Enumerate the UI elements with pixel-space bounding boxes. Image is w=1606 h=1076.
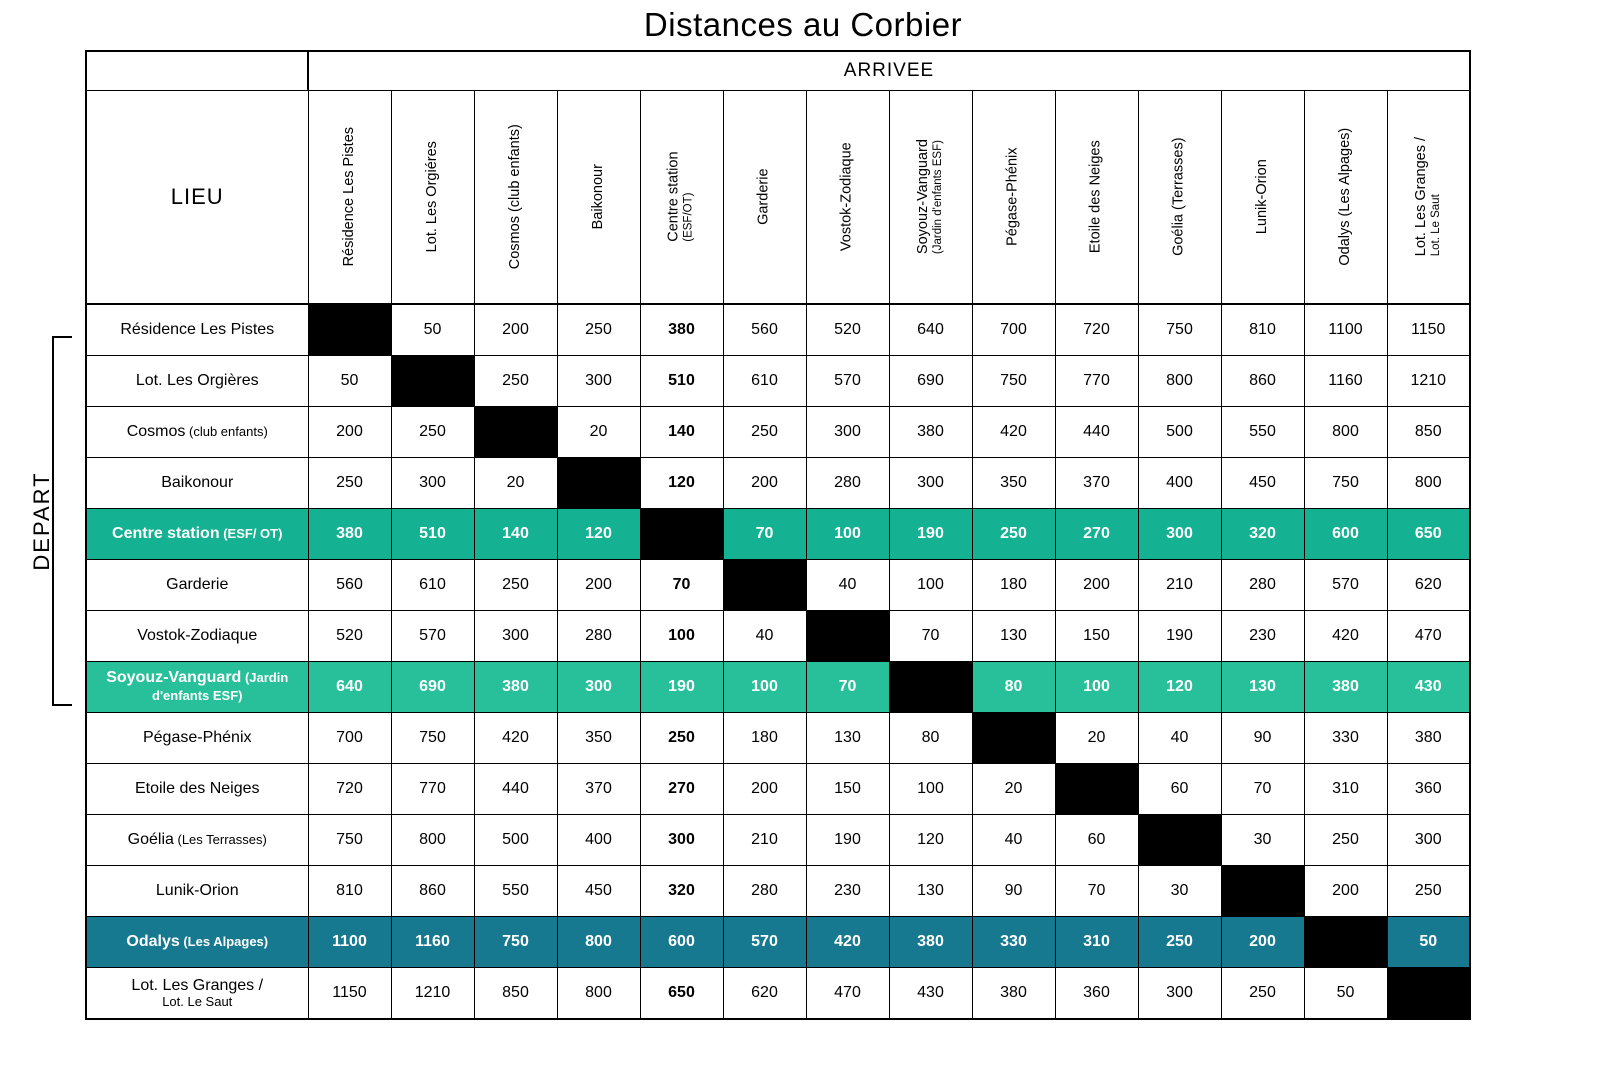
distance-cell: 250	[972, 509, 1055, 560]
distance-cell: 1100	[308, 917, 391, 968]
column-header-label: Baikonour	[589, 164, 606, 230]
distance-cell: 470	[806, 968, 889, 1020]
distance-cell: 180	[972, 560, 1055, 611]
distance-cell: 560	[723, 304, 806, 356]
distance-cell: 140	[640, 407, 723, 458]
column-header-label: Résidence Les Pistes	[340, 127, 357, 267]
distance-cell: 420	[806, 917, 889, 968]
distance-cell: 380	[1304, 662, 1387, 713]
column-header-label: Pégase-Phénix	[1004, 147, 1021, 247]
row-sublabel: (ESF/ OT)	[219, 526, 283, 542]
row-sublabel-2: Lot. Le Saut	[162, 993, 233, 1009]
row-label-12: Odalys (Les Alpages)	[86, 917, 308, 968]
distance-cell: 420	[1304, 611, 1387, 662]
column-header-label: Lunik-Orion	[1253, 159, 1270, 235]
distance-cell: 130	[1221, 662, 1304, 713]
column-header-label: Goélia (Terrasses)	[1170, 137, 1187, 257]
distance-cell: 810	[1221, 304, 1304, 356]
distance-cell: 400	[557, 815, 640, 866]
distance-cell: 380	[972, 968, 1055, 1020]
distance-cell: 370	[1055, 458, 1138, 509]
row-label-6: Vostok-Zodiaque	[86, 611, 308, 662]
row-sublabel: (Les Alpages)	[179, 934, 269, 950]
column-header-sublabel: (ESF/OT)	[683, 192, 696, 243]
distance-cell: 50	[308, 356, 391, 407]
distance-cell: 650	[640, 968, 723, 1020]
distance-cell: 300	[806, 407, 889, 458]
row-label-2: Cosmos (club enfants)	[86, 407, 308, 458]
diagonal-cell	[1055, 764, 1138, 815]
diagonal-cell	[723, 560, 806, 611]
distance-cell: 380	[1387, 713, 1470, 764]
distance-cell: 300	[889, 458, 972, 509]
distance-cell: 510	[640, 356, 723, 407]
lieu-header: LIEU	[86, 91, 308, 305]
distance-cell: 250	[474, 356, 557, 407]
distance-cell: 570	[806, 356, 889, 407]
row-label-7: Soyouz-Vanguard (Jardin d'enfants ESF)	[86, 662, 308, 713]
distance-cell: 280	[806, 458, 889, 509]
distance-cell: 130	[889, 866, 972, 917]
depart-axis-label	[12, 336, 72, 706]
table-row	[86, 458, 1470, 509]
arrivee-banner-row	[86, 51, 1470, 91]
distance-cell: 610	[723, 356, 806, 407]
distance-cell: 750	[474, 917, 557, 968]
distance-cell: 300	[1138, 509, 1221, 560]
distance-cell: 570	[1304, 560, 1387, 611]
distance-matrix-table	[85, 50, 1471, 1020]
distance-cell: 430	[889, 968, 972, 1020]
column-header-label: Odalys (Les Alpages)	[1336, 128, 1353, 266]
table-row	[86, 611, 1470, 662]
distance-cell: 40	[1138, 713, 1221, 764]
distance-cell: 1160	[1304, 356, 1387, 407]
distance-cell: 310	[1055, 917, 1138, 968]
distance-cell: 330	[1304, 713, 1387, 764]
table-row	[86, 407, 1470, 458]
distance-cell: 190	[1138, 611, 1221, 662]
distance-cell: 20	[557, 407, 640, 458]
table-row	[86, 866, 1470, 917]
distance-cell: 750	[1304, 458, 1387, 509]
row-label-4: Centre station (ESF/ OT)	[86, 509, 308, 560]
distance-cell: 50	[391, 304, 474, 356]
distance-cell: 720	[308, 764, 391, 815]
distance-cell: 70	[806, 662, 889, 713]
column-header-sublabel: Lot. Le Saut	[1430, 194, 1443, 257]
distance-cell: 120	[557, 509, 640, 560]
diagonal-cell	[308, 304, 391, 356]
distance-cell: 600	[1304, 509, 1387, 560]
distance-cell: 620	[723, 968, 806, 1020]
diagonal-cell	[1304, 917, 1387, 968]
distance-cell: 800	[557, 917, 640, 968]
distance-cell: 250	[1221, 968, 1304, 1020]
distance-cell: 70	[889, 611, 972, 662]
distance-cell: 190	[640, 662, 723, 713]
distance-cell: 20	[1055, 713, 1138, 764]
distance-cell: 420	[972, 407, 1055, 458]
distance-cell: 440	[1055, 407, 1138, 458]
distance-cell: 860	[391, 866, 474, 917]
distance-cell: 30	[1221, 815, 1304, 866]
distance-cell: 120	[1138, 662, 1221, 713]
distance-cell: 1150	[308, 968, 391, 1020]
distance-cell: 100	[889, 764, 972, 815]
distance-cell: 200	[557, 560, 640, 611]
distance-cell: 370	[557, 764, 640, 815]
column-header-13	[1387, 91, 1470, 305]
distance-cell: 640	[308, 662, 391, 713]
distance-cell: 1160	[391, 917, 474, 968]
distance-cell: 300	[474, 611, 557, 662]
distance-cell: 810	[308, 866, 391, 917]
distance-cell: 360	[1055, 968, 1138, 1020]
row-sublabel: (Les Terrasses)	[173, 832, 267, 848]
column-header-label: Vostok-Zodiaque	[838, 142, 855, 252]
matrix-wrapper	[85, 50, 1606, 1020]
distance-cell: 850	[1387, 407, 1470, 458]
distance-cell: 330	[972, 917, 1055, 968]
distance-cell: 70	[640, 560, 723, 611]
diagonal-cell	[640, 509, 723, 560]
distance-cell: 40	[972, 815, 1055, 866]
distance-cell: 130	[972, 611, 1055, 662]
distance-cell: 120	[889, 815, 972, 866]
distance-cell: 200	[723, 764, 806, 815]
distance-cell: 350	[557, 713, 640, 764]
column-header-label: Garderie	[755, 168, 772, 226]
distance-cell: 250	[557, 304, 640, 356]
distance-cell: 250	[1304, 815, 1387, 866]
diagonal-cell	[1221, 866, 1304, 917]
distance-cell: 520	[308, 611, 391, 662]
distance-cell: 860	[1221, 356, 1304, 407]
column-header-label: Lot. Les Orgiéres	[423, 141, 440, 253]
distance-cell: 200	[1055, 560, 1138, 611]
distance-cell: 450	[1221, 458, 1304, 509]
table-row	[86, 560, 1470, 611]
distance-cell: 70	[723, 509, 806, 560]
distance-cell: 250	[640, 713, 723, 764]
distance-cell: 380	[889, 917, 972, 968]
distance-cell: 280	[723, 866, 806, 917]
distance-cell: 90	[1221, 713, 1304, 764]
distance-cell: 350	[972, 458, 1055, 509]
distance-cell: 300	[1387, 815, 1470, 866]
distance-cell: 80	[889, 713, 972, 764]
distance-cell: 100	[1055, 662, 1138, 713]
distance-cell: 510	[391, 509, 474, 560]
depart-bracket	[52, 336, 72, 706]
distance-cell: 700	[308, 713, 391, 764]
distance-cell: 550	[474, 866, 557, 917]
distance-cell: 640	[889, 304, 972, 356]
row-label-13: Lot. Les Granges / Lot. Le Saut	[86, 968, 308, 1020]
matrix-body	[86, 304, 1470, 1019]
distance-cell: 230	[806, 866, 889, 917]
column-header-label: Etoile des Neiges	[1087, 140, 1104, 254]
distance-cell: 1210	[1387, 356, 1470, 407]
distance-cell: 200	[1304, 866, 1387, 917]
distance-cell: 130	[806, 713, 889, 764]
distance-cell: 100	[806, 509, 889, 560]
distance-cell: 440	[474, 764, 557, 815]
column-header-sublabel: (Jardin d'enfants ESF)	[932, 140, 945, 255]
distance-cell: 320	[1221, 509, 1304, 560]
distance-cell: 600	[640, 917, 723, 968]
distance-cell: 500	[474, 815, 557, 866]
distance-cell: 300	[640, 815, 723, 866]
diagonal-cell	[889, 662, 972, 713]
row-label-1: Lot. Les Orgières	[86, 356, 308, 407]
distance-cell: 380	[889, 407, 972, 458]
distance-cell: 380	[308, 509, 391, 560]
row-sublabel: (Jardin d'enfants ESF)	[152, 670, 289, 703]
distance-cell: 430	[1387, 662, 1470, 713]
distance-cell: 690	[889, 356, 972, 407]
distance-cell: 420	[474, 713, 557, 764]
distance-cell: 250	[1138, 917, 1221, 968]
table-row	[86, 304, 1470, 356]
distance-cell: 100	[889, 560, 972, 611]
distance-cell: 800	[1138, 356, 1221, 407]
distance-cell: 360	[1387, 764, 1470, 815]
column-header-row	[86, 91, 1470, 305]
column-header-label: Centre station (ESF/OT)	[665, 151, 696, 243]
distance-cell: 210	[723, 815, 806, 866]
distance-cell: 20	[474, 458, 557, 509]
distance-cell: 650	[1387, 509, 1470, 560]
distance-cell: 750	[308, 815, 391, 866]
distance-cell: 60	[1138, 764, 1221, 815]
distance-cell: 690	[391, 662, 474, 713]
distance-cell: 70	[1221, 764, 1304, 815]
diagonal-cell	[557, 458, 640, 509]
distance-cell: 20	[972, 764, 1055, 815]
distance-cell: 200	[723, 458, 806, 509]
table-row	[86, 764, 1470, 815]
distance-cell: 1100	[1304, 304, 1387, 356]
corner-blank	[86, 51, 308, 91]
page-title: Distances au Corbier	[643, 6, 963, 43]
distance-cell: 280	[1221, 560, 1304, 611]
distance-cell: 40	[723, 611, 806, 662]
distance-cell: 230	[1221, 611, 1304, 662]
distance-cell: 550	[1221, 407, 1304, 458]
distance-cell: 250	[723, 407, 806, 458]
distance-cell: 400	[1138, 458, 1221, 509]
table-row	[86, 356, 1470, 407]
distance-cell: 100	[640, 611, 723, 662]
table-row	[86, 815, 1470, 866]
distance-cell: 300	[391, 458, 474, 509]
distance-cell: 200	[308, 407, 391, 458]
distance-cell: 800	[557, 968, 640, 1020]
distance-cell: 70	[1055, 866, 1138, 917]
diagonal-cell	[1138, 815, 1221, 866]
distance-cell: 570	[391, 611, 474, 662]
distance-cell: 720	[1055, 304, 1138, 356]
distance-cell: 250	[474, 560, 557, 611]
diagonal-cell	[1387, 968, 1470, 1020]
column-header-label: Cosmos (club enfants)	[506, 124, 523, 270]
table-row	[86, 509, 1470, 560]
distance-cell: 50	[1387, 917, 1470, 968]
distance-cell: 800	[1387, 458, 1470, 509]
row-label-11: Lunik-Orion	[86, 866, 308, 917]
distance-cell: 300	[557, 662, 640, 713]
distance-cell: 140	[474, 509, 557, 560]
distance-cell: 30	[1138, 866, 1221, 917]
distance-cell: 310	[1304, 764, 1387, 815]
distance-cell: 770	[391, 764, 474, 815]
distance-cell: 800	[391, 815, 474, 866]
distance-cell: 380	[640, 304, 723, 356]
table-row	[86, 968, 1470, 1020]
distance-cell: 150	[1055, 611, 1138, 662]
distance-cell: 750	[972, 356, 1055, 407]
diagonal-cell	[474, 407, 557, 458]
distance-cell: 180	[723, 713, 806, 764]
row-label-8: Pégase-Phénix	[86, 713, 308, 764]
distance-cell: 800	[1304, 407, 1387, 458]
distance-cell: 60	[1055, 815, 1138, 866]
distance-cell: 300	[1138, 968, 1221, 1020]
row-label-3: Baikonour	[86, 458, 308, 509]
distance-cell: 750	[1138, 304, 1221, 356]
distance-cell: 90	[972, 866, 1055, 917]
distance-cell: 560	[308, 560, 391, 611]
distance-cell: 570	[723, 917, 806, 968]
distance-cell: 300	[557, 356, 640, 407]
distance-cell: 270	[640, 764, 723, 815]
depart-text: DEPART	[29, 471, 54, 571]
distance-cell: 40	[806, 560, 889, 611]
distance-cell: 280	[557, 611, 640, 662]
row-sublabel: (club enfants)	[185, 424, 268, 440]
distance-cell: 500	[1138, 407, 1221, 458]
distance-cell: 1150	[1387, 304, 1470, 356]
diagonal-cell	[806, 611, 889, 662]
distance-cell: 200	[1221, 917, 1304, 968]
distance-cell: 620	[1387, 560, 1470, 611]
column-header-label: Soyouz-Vanguard (Jardin d'enfants ESF)	[914, 139, 945, 255]
row-label-10: Goélia (Les Terrasses)	[86, 815, 308, 866]
distance-cell: 850	[474, 968, 557, 1020]
distance-cell: 700	[972, 304, 1055, 356]
distance-cell: 470	[1387, 611, 1470, 662]
distance-cell: 200	[474, 304, 557, 356]
distance-cell: 250	[391, 407, 474, 458]
distance-cell: 80	[972, 662, 1055, 713]
distance-cell: 250	[308, 458, 391, 509]
distance-cell: 210	[1138, 560, 1221, 611]
row-label-0: Résidence Les Pistes	[86, 304, 308, 356]
distance-cell: 120	[640, 458, 723, 509]
column-header-label: Lot. Les Granges / Lot. Le Saut	[1412, 137, 1443, 257]
arrivee-label: ARRIVEE	[308, 51, 1470, 91]
matrix-head	[86, 51, 1470, 304]
distance-cell: 770	[1055, 356, 1138, 407]
distance-cell: 750	[391, 713, 474, 764]
distance-cell: 450	[557, 866, 640, 917]
distance-cell: 610	[391, 560, 474, 611]
distance-cell: 270	[1055, 509, 1138, 560]
diagonal-cell	[391, 356, 474, 407]
distance-cell: 100	[723, 662, 806, 713]
table-row	[86, 917, 1470, 968]
row-label-5: Garderie	[86, 560, 308, 611]
table-row	[86, 713, 1470, 764]
distance-cell: 50	[1304, 968, 1387, 1020]
diagonal-cell	[972, 713, 1055, 764]
distance-cell: 150	[806, 764, 889, 815]
distance-cell: 250	[1387, 866, 1470, 917]
distance-cell: 190	[889, 509, 972, 560]
distance-cell: 380	[474, 662, 557, 713]
table-row	[86, 662, 1470, 713]
distance-cell: 520	[806, 304, 889, 356]
row-label-9: Etoile des Neiges	[86, 764, 308, 815]
distance-cell: 320	[640, 866, 723, 917]
distance-cell: 190	[806, 815, 889, 866]
distance-cell: 1210	[391, 968, 474, 1020]
